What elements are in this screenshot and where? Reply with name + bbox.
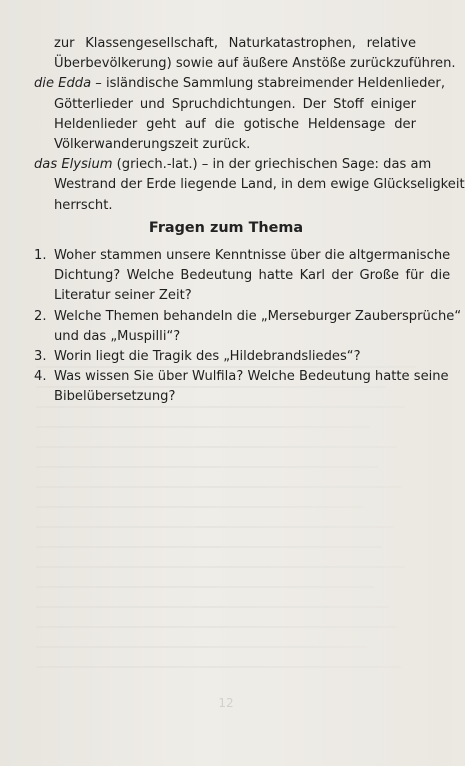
glossary-definition-start: – isländische Sammlung stabreimender Heldenlieder, xyxy=(91,76,445,92)
glossary-entry-elysium xyxy=(34,155,465,216)
question-number: 4. xyxy=(34,369,47,385)
glossary-line xyxy=(34,74,445,94)
question-line: Bibelübersetzung? xyxy=(54,389,176,405)
section-heading: Fragen zum Thema xyxy=(148,220,304,236)
questions-list xyxy=(34,246,462,408)
question-number: 3. xyxy=(34,348,47,364)
question-line: und das „Muspilli“? xyxy=(54,328,181,344)
glossary-line: Heldenlieder geht auf die gotische Heldensage der xyxy=(54,116,416,132)
body-line: zur Klassengesellschaft, Naturkatastrophen, relative xyxy=(54,36,416,51)
question-item xyxy=(34,347,416,367)
question-item xyxy=(34,246,451,307)
page-number: 12 xyxy=(218,696,234,710)
glossary-line xyxy=(34,155,432,175)
question-text xyxy=(54,367,449,407)
question-number: 1. xyxy=(34,248,47,263)
glossary-term: die Edda xyxy=(34,76,92,92)
question-line: Dichtung? Welche Bedeutung hatte Karl der Große für die xyxy=(54,268,451,284)
question-text xyxy=(54,347,416,367)
question-line: Worin liegt die Tragik des „Hildebrandsliedes“? xyxy=(54,348,361,364)
question-item xyxy=(34,367,449,407)
question-line: Woher stammen unsere Kenntnisse über die altgermanische xyxy=(54,248,451,263)
glossary-section xyxy=(34,34,465,216)
glossary-definition-start: (griech.-lat.) – in der griechischen Sage: das am xyxy=(112,157,432,173)
question-line: Welche Themen behandeln die „Merseburger Zaubersprüche“ xyxy=(54,308,462,324)
glossary-line: herrscht. xyxy=(54,197,113,213)
glossary-line: Westrand der Erde liegende Land, in dem ewige Glückseligkeit xyxy=(54,177,465,193)
question-text xyxy=(54,307,461,347)
question-item xyxy=(34,307,462,347)
question-text xyxy=(54,246,450,307)
bleed-through-text xyxy=(36,366,416,726)
glossary-line: Völkerwanderungszeit zurück. xyxy=(54,136,251,152)
glossary-entry-edda xyxy=(34,74,445,155)
body-line: Überbevölkerung) sowie auf äußere Anstöße zurückzuführen. xyxy=(54,56,456,72)
question-line: Was wissen Sie über Wulfila? Welche Bedeutung hatte seine xyxy=(54,369,449,385)
question-number: 2. xyxy=(34,308,47,324)
glossary-line: Götterlieder und Spruchdichtungen. Der Stoff einiger xyxy=(54,96,416,112)
question-line: Literatur seiner Zeit? xyxy=(54,288,192,304)
glossary-term: das Elysium xyxy=(34,157,113,173)
